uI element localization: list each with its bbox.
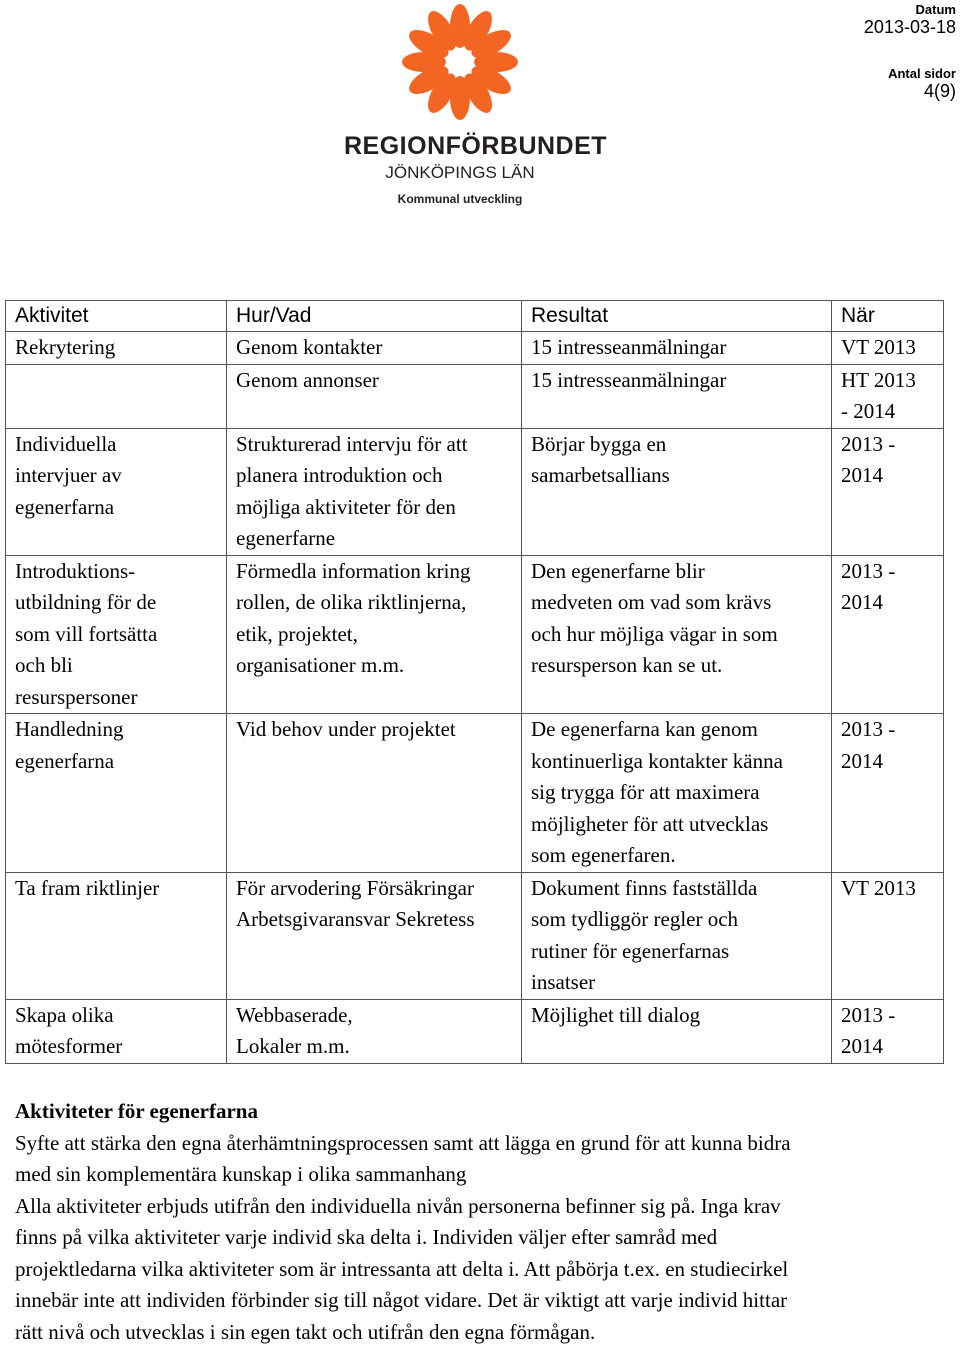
header-hur-vad: Hur/Vad: [227, 301, 522, 332]
cell-text-line: rollen, de olika riktlinjerna,: [236, 587, 513, 619]
cell-text-line: organisationer m.m.: [236, 650, 513, 682]
section-heading: Aktiviteter för egenerfarna: [15, 1096, 945, 1128]
activities-section: [15, 1096, 945, 1348]
section-paragraph-purpose: [15, 1128, 945, 1191]
cell-aktivitet: [6, 364, 227, 428]
cell-text-line: 2014: [841, 1031, 935, 1063]
cell-text-line: Individuella: [15, 429, 218, 461]
section-paragraph-participation: [15, 1191, 945, 1348]
cell-text-line: Dokument finns fastställda: [531, 873, 823, 905]
cell-resultat: [522, 364, 832, 428]
pages-value: 4(9): [888, 81, 956, 102]
cell-text-line: som egenerfaren.: [531, 840, 823, 872]
cell-hur-vad: [227, 999, 522, 1063]
cell-text-line: egenerfarna: [15, 746, 218, 778]
cell-text-line: utbildning för de: [15, 587, 218, 619]
text-line: innebär inte att individen förbinder sig till något vidare. Det är viktigt att varje individ hittar: [15, 1285, 945, 1317]
text-line: rätt nivå och utvecklas i sin egen takt och utifrån den egna förmågan.: [15, 1317, 945, 1348]
header-nar: När: [832, 301, 944, 332]
table-row: [6, 999, 944, 1063]
cell-text-line: Genom annonser: [236, 365, 513, 397]
cell-text-line: möjligheter för att utvecklas: [531, 809, 823, 841]
table-row: [6, 555, 944, 714]
cell-text-line: 2013 -: [841, 429, 935, 461]
cell-text-line: Handledning: [15, 714, 218, 746]
cell-resultat: [522, 714, 832, 873]
cell-text-line: 15 intresseanmälningar: [531, 365, 823, 397]
cell-text-line: Genom kontakter: [236, 332, 513, 364]
cell-text-line: 2014: [841, 460, 935, 492]
cell-aktivitet: [6, 332, 227, 365]
cell-text-line: etik, projektet,: [236, 619, 513, 651]
cell-text-line: samarbetsallians: [531, 460, 823, 492]
cell-text-line: Ta fram riktlinjer: [15, 873, 218, 905]
table-row: [6, 364, 944, 428]
cell-text-line: möjliga aktiviteter för den: [236, 492, 513, 524]
cell-text-line: VT 2013: [841, 332, 935, 364]
cell-resultat: [522, 428, 832, 555]
cell-hur-vad: [227, 555, 522, 714]
text-line: med sin komplementära kunskap i olika sammanhang: [15, 1159, 945, 1191]
cell-text-line: - 2014: [841, 396, 935, 428]
cell-hur-vad: [227, 364, 522, 428]
cell-aktivitet: [6, 555, 227, 714]
table-row: [6, 332, 944, 365]
cell-text-line: För arvodering Försäkringar: [236, 873, 513, 905]
org-name: REGIONFÖRBUNDET: [344, 132, 576, 161]
cell-text-line: Vid behov under projektet: [236, 714, 513, 746]
cell-text-line: och hur möjliga vägar in som: [531, 619, 823, 651]
cell-text-line: kontinuerliga kontakter känna: [531, 746, 823, 778]
cell-text-line: rutiner för egenerfarnas: [531, 936, 823, 968]
text-line: Syfte att stärka den egna återhämtningsprocessen samt att lägga en grund för att kunna bidra: [15, 1128, 945, 1160]
cell-aktivitet: [6, 872, 227, 999]
cell-nar: [832, 428, 944, 555]
flower-icon: [400, 0, 520, 125]
cell-hur-vad: [227, 714, 522, 873]
cell-text-line: 2014: [841, 587, 935, 619]
cell-text-line: egenerfarne: [236, 523, 513, 555]
table-header-row: [6, 301, 944, 332]
cell-text-line: intervjuer av: [15, 460, 218, 492]
org-subtitle: JÖNKÖPINGS LÄN: [344, 163, 576, 183]
table-row: [6, 714, 944, 873]
cell-text-line: Arbetsgivaransvar Sekretess: [236, 904, 513, 936]
cell-text-line: medveten om vad som krävs: [531, 587, 823, 619]
cell-hur-vad: [227, 428, 522, 555]
cell-text-line: 2013 -: [841, 714, 935, 746]
cell-text-line: sig trygga för att maximera: [531, 777, 823, 809]
cell-text-line: 15 intresseanmälningar: [531, 332, 823, 364]
cell-text-line: som vill fortsätta: [15, 619, 218, 651]
table-row: [6, 872, 944, 999]
date-label: Datum: [864, 2, 956, 17]
cell-text-line: resursperson kan se ut.: [531, 650, 823, 682]
cell-resultat: [522, 332, 832, 365]
cell-aktivitet: [6, 999, 227, 1063]
cell-text-line: mötesformer: [15, 1031, 218, 1063]
cell-text-line: Börjar bygga en: [531, 429, 823, 461]
header-resultat: Resultat: [522, 301, 832, 332]
activity-table: [5, 300, 944, 1064]
cell-text-line: Webbaserade,: [236, 1000, 513, 1032]
pages-label: Antal sidor: [888, 66, 956, 81]
cell-text-line: och bli: [15, 650, 218, 682]
text-line: Alla aktiviteter erbjuds utifrån den individuella nivån personerna befinner sig på. Inga krav: [15, 1191, 945, 1223]
cell-text-line: 2013 -: [841, 556, 935, 588]
cell-text-line: Den egenerfarne blir: [531, 556, 823, 588]
table-row: [6, 428, 944, 555]
cell-text-line: Skapa olika: [15, 1000, 218, 1032]
text-line: projektledarna vilka aktiviteter som är intressanta att delta i. Att påbörja t.ex. en studiecirkel: [15, 1254, 945, 1286]
cell-resultat: [522, 999, 832, 1063]
cell-nar: [832, 332, 944, 365]
cell-resultat: [522, 872, 832, 999]
cell-resultat: [522, 555, 832, 714]
cell-aktivitet: [6, 714, 227, 873]
cell-text-line: Rekrytering: [15, 332, 218, 364]
cell-nar: [832, 999, 944, 1063]
org-unit: Kommunal utveckling: [344, 192, 576, 206]
cell-nar: [832, 555, 944, 714]
cell-nar: [832, 872, 944, 999]
cell-text-line: HT 2013: [841, 365, 935, 397]
cell-nar: [832, 364, 944, 428]
date-value: 2013-03-18: [864, 17, 956, 38]
cell-hur-vad: [227, 872, 522, 999]
cell-text-line: egenerfarna: [15, 492, 218, 524]
cell-text-line: 2013 -: [841, 1000, 935, 1032]
organization-logo: [340, 0, 580, 215]
cell-text-line: De egenerfarna kan genom: [531, 714, 823, 746]
cell-text-line: som tydliggör regler och: [531, 904, 823, 936]
header-aktivitet: Aktivitet: [6, 301, 227, 332]
cell-text-line: insatser: [531, 967, 823, 999]
pages-block: [888, 66, 956, 102]
cell-text-line: planera introduktion och: [236, 460, 513, 492]
cell-hur-vad: [227, 332, 522, 365]
cell-text-line: Lokaler m.m.: [236, 1031, 513, 1063]
cell-text-line: VT 2013: [841, 873, 935, 905]
cell-text-line: Strukturerad intervju för att: [236, 429, 513, 461]
cell-text-line: resurspersoner: [15, 682, 218, 714]
cell-nar: [832, 714, 944, 873]
cell-text-line: Möjlighet till dialog: [531, 1000, 823, 1032]
text-line: finns på vilka aktiviteter varje individ ska delta i. Individen väljer efter samråd med: [15, 1222, 945, 1254]
date-block: [864, 2, 956, 38]
cell-text-line: 2014: [841, 746, 935, 778]
cell-text-line: Förmedla information kring: [236, 556, 513, 588]
cell-text-line: Introduktions-: [15, 556, 218, 588]
cell-aktivitet: [6, 428, 227, 555]
